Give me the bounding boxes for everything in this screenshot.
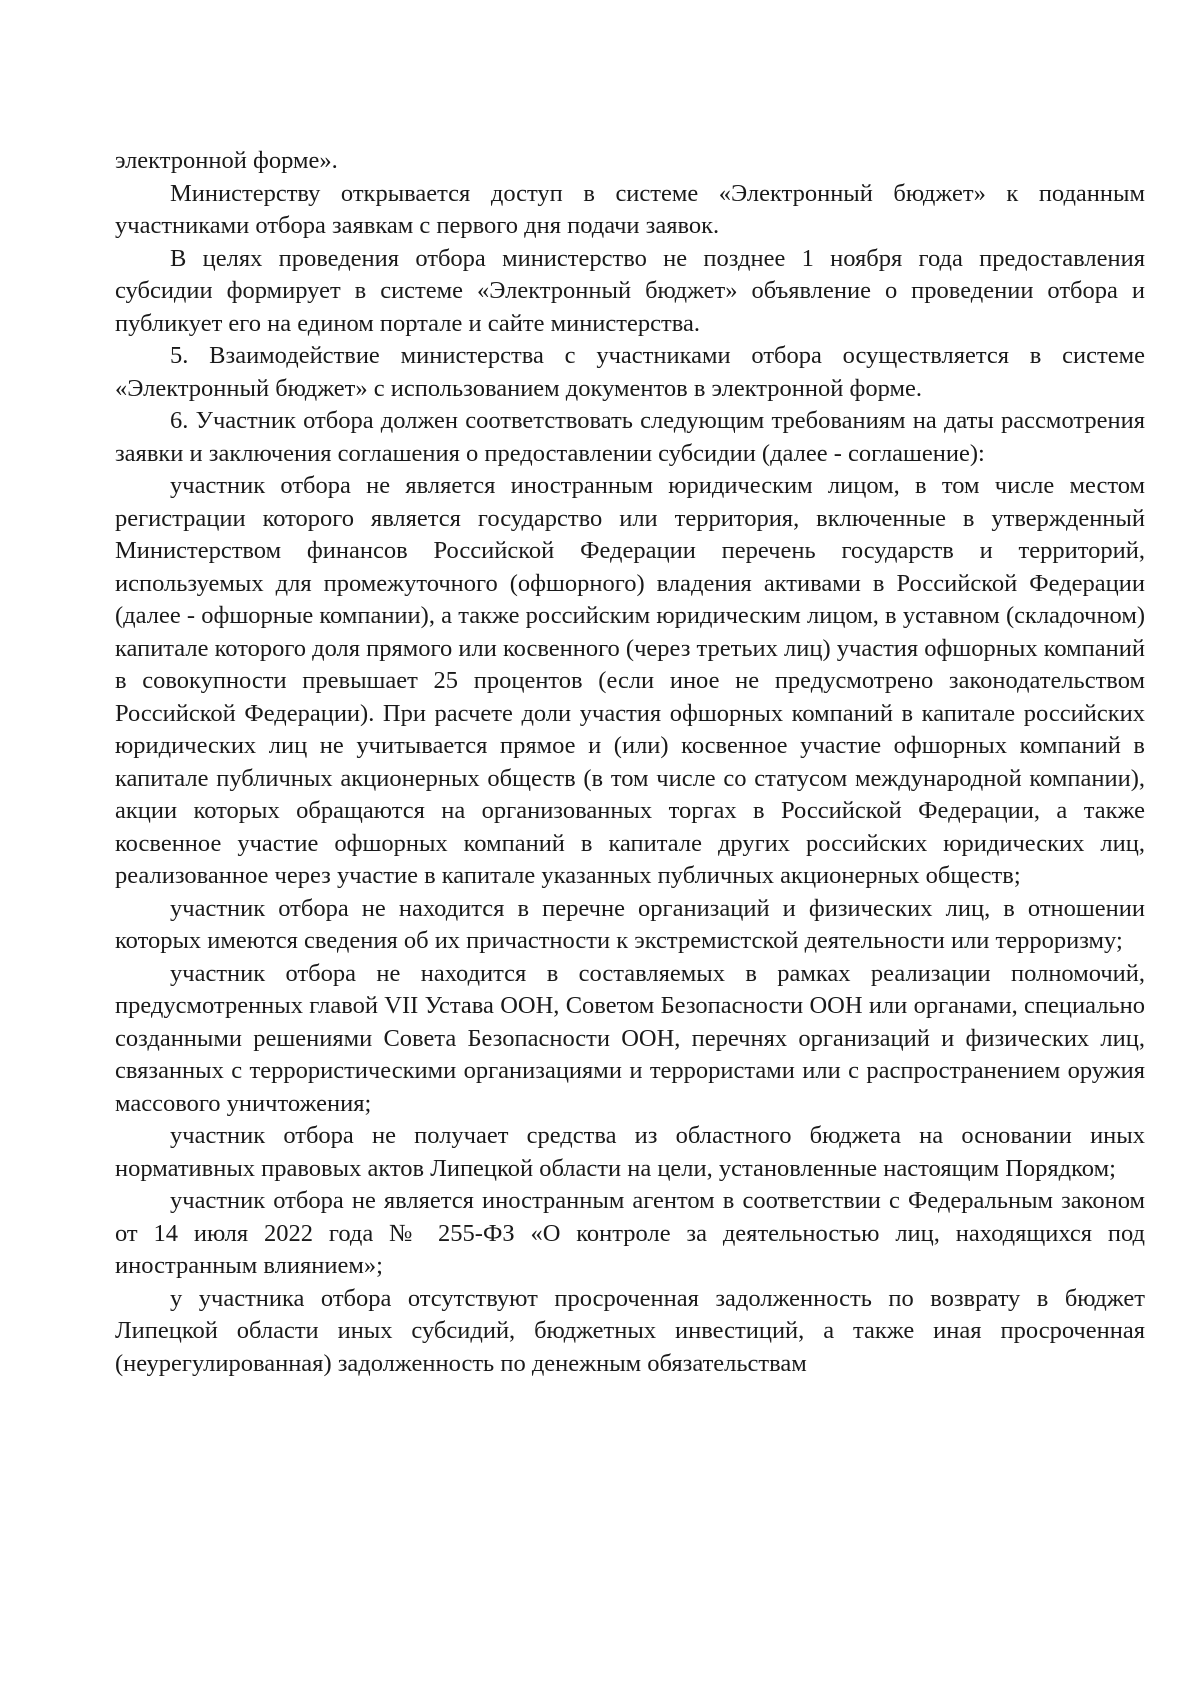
paragraph-selection-announcement: В целях проведения отбора министерство не позднее 1 ноября года предоставления субсидии формирует в системе «Электронный бюджет» объявление о проведении отбора и публикует его на едином портале и сайте министерства.	[115, 244, 1145, 337]
document-body	[115, 145, 1145, 1380]
paragraph-requirement-offshore: участник отбора не является иностранным юридическим лицом, в том числе местом регистрации которого является государство или территория, включенные в утвержденный Министерством финансов Российской Федерации перечень государств и территорий, используемых для промежуточного (офшорного) владения активами в Российской Федерации (далее - офшорные компании), а также российским юридическим лицом, в уставном (складочном) капитале которого доля прямого или косвенного (через третьих лиц) участия офшорных компаний в совокупности превышает 25 процентов (если иное не предусмотрено законодательством Российской Федерации). При расчете доли участия офшорных компаний в капитале российских юридических лиц не учитывается прямое и (или) косвенное участие офшорных компаний в капитале публичных акционерных обществ (в том числе со статусом международной компании), акции которых обращаются на организованных торгах в Российской Федерации, а также косвенное участие офшорных компаний в капитале других российских юридических лиц, реализованное через участие в капитале указанных публичных акционерных обществ;	[115, 472, 1145, 889]
paragraph-ministry-access: Министерству открывается доступ в системе «Электронный бюджет» к поданным участниками отбора заявкам с первого дня подачи заявок.	[115, 179, 1145, 239]
paragraph-requirement-foreign-agent: участник отбора не является иностранным агентом в соответствии с Федеральным законом от 14 июля 2022 года № 255-ФЗ «О контроле за деятельностью лиц, находящихся под иностранным влиянием»;	[115, 1187, 1145, 1279]
paragraph-requirement-extremism: участник отбора не находится в перечне организаций и физических лиц, в отношении которых имеются сведения об их причастности к экстремистской деятельности или терроризму;	[115, 894, 1145, 954]
paragraph-item-6: 6. Участник отбора должен соответствовать следующим требованиям на даты рассмотрения заявки и заключения соглашения о предоставлении субсидии (далее - соглашение):	[115, 407, 1145, 467]
paragraph-continuation: электронной форме».	[115, 147, 338, 174]
paragraph-requirement-regional-budget: участник отбора не получает средства из областного бюджета на основании иных нормативных правовых актов Липецкой области на цели, установленные настоящим Порядком;	[115, 1122, 1145, 1182]
paragraph-requirement-un-lists: участник отбора не находится в составляемых в рамках реализации полномочий, предусмотренных главой VII Устава ООН, Советом Безопасности ООН или органами, специально созданными решениями Совета Безопасности ООН, перечнях организаций и физических лиц, связанных с террористическими организациями и террористами или с распространением оружия массового уничтожения;	[115, 959, 1145, 1117]
paragraph-requirement-debt: у участника отбора отсутствуют просроченная задолженность по возврату в бюджет Липецкой области иных субсидий, бюджетных инвестиций, а также иная просроченная (неурегулированная) задолженность по денежным обязательствам	[115, 1284, 1145, 1377]
paragraph-item-5: 5. Взаимодействие министерства с участниками отбора осуществляется в системе «Электронный бюджет» с использованием документов в электронной форме.	[115, 342, 1145, 402]
